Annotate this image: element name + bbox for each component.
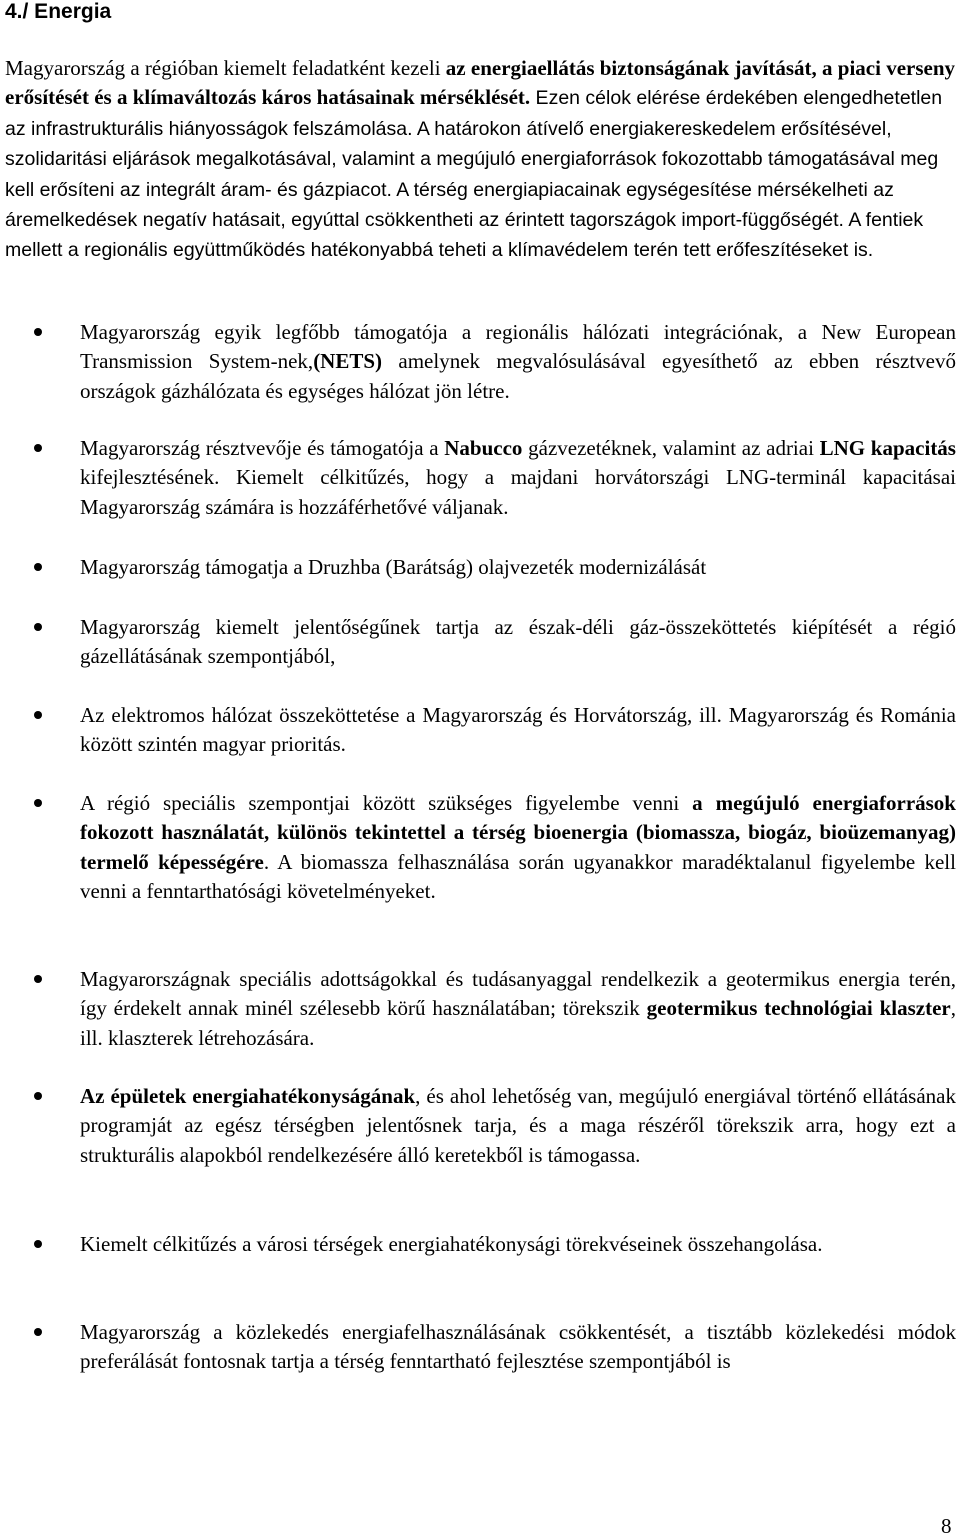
bullet-bold-text: Nabucco xyxy=(444,436,523,460)
intro-text: Magyarország a régióban kiemelt feladatként kezeli xyxy=(5,56,446,80)
bullet-item-nets xyxy=(80,318,956,406)
bullet-bold-text: geotermikus technológiai klaszter xyxy=(646,996,951,1021)
bullet-item-electric-grid xyxy=(80,701,956,760)
bullet-text: Magyarország kiemelt jelentőségűnek tartja az észak-déli gáz-összeköttetés kiépítését a régió gázellátásának szempontjából, xyxy=(80,615,956,669)
bullet-icon xyxy=(34,711,42,719)
bullet-text: Magyarország támogatja a Druzhba (Barátság) olajvezeték modernizálását xyxy=(80,555,707,579)
page-number: 8 xyxy=(941,1514,952,1538)
bullet-text: amelynek megvalósulásával egyesíthető az ebben résztvevő országok gázhálózata és egységes hálózat jön létre. xyxy=(80,349,956,403)
intro-paragraph xyxy=(5,54,955,266)
bullet-item-renewables xyxy=(80,789,956,907)
bullet-bold-text: a megújuló energiaforrások fokozott használatát, különös tekintettel a térség bioenergia (biomassza, biogáz, bioüzemanyag) termelő képességére xyxy=(80,791,956,874)
section-heading: 4./ Energia xyxy=(5,0,112,23)
intro-text-continued: Ezen célok elérése érdekében elengedhetetlen az infrastrukturális hiányosságok felszámolása. A határokon átívelő energiakereskedelem erősítésével, szolidaritási eljárások megalkotásával, valamint a megújuló energiaforrások fokozottabb támogatásával meg kell erősíteni az integrált áram- és gázpiacot. A térség energiapiacainak egységesítése mérsékelheti az áremelkedések negatív hatásait, egyúttal csökkentheti az érintett tagországok import-függőségét. A fentiek mellett a regionális együttműködés hatékonyabbá teheti a klímavédelem terén tett erőfeszítéseket is. xyxy=(5,87,943,262)
bullet-text: Magyarországnak speciális adottságokkal és tudásanyaggal rendelkezik a geotermikus energia terén, így érdekelt annak minél szélesebb körű használatában; törekszik xyxy=(80,967,956,1021)
intro-bold-text: az energiaellátás biztonságának javítását, a piaci verseny erősítését és a klímaváltozás káros hatásainak mérséklését. xyxy=(5,56,956,110)
bullet-text: Az elektromos hálózat összeköttetése a Magyarország és Horvátország, ill. Magyarország és Románia között szintén magyar prioritás. xyxy=(80,703,956,757)
bullet-icon xyxy=(34,975,42,983)
bullet-text: gázvezetéknek, valamint az adriai xyxy=(522,436,820,460)
bullet-icon xyxy=(34,799,42,807)
bullet-text: Magyarország résztvevője és támogatója a xyxy=(80,436,445,460)
bullet-item-urban xyxy=(80,1230,956,1259)
bullet-item-buildings xyxy=(80,1082,956,1170)
bullet-item-druzhba xyxy=(80,553,956,582)
bullet-item-transport xyxy=(80,1318,956,1377)
bullet-item-gas-link xyxy=(80,613,956,672)
bullet-text: kifejlesztésének. Kiemelt célkitűzés, hogy a majdani horvátországi LNG-terminál kapacitásai Magyarország számára is hozzáférhetővé váljanak. xyxy=(80,465,956,519)
bullet-icon xyxy=(34,444,42,452)
bullet-item-nabucco xyxy=(80,434,956,522)
bullet-icon xyxy=(34,328,42,336)
bullet-bold-text: (NETS) xyxy=(313,349,383,374)
bullet-text: Magyarország a közlekedés energiafelhasználásának csökkentését, a tisztább közlekedési módok preferálását fontosnak tartja a térség fenntartható fejlesztése szempontjából is xyxy=(80,1320,956,1374)
bullet-icon xyxy=(34,1092,42,1100)
bullet-bold-text: Az épületek energiahatékonyságának xyxy=(80,1084,416,1108)
bullet-item-geothermal xyxy=(80,965,956,1053)
bullet-icon xyxy=(34,1240,42,1248)
bullet-icon xyxy=(34,563,42,571)
bullet-text: A régió speciális szempontjai között szükséges figyelembe venni xyxy=(80,791,693,815)
bullet-text: Magyarország egyik legfőbb támogatója a regionális hálózati integrációnak, a New European Transmission System-nek, xyxy=(80,320,956,374)
bullet-bold-text: LNG kapacitás xyxy=(819,436,956,460)
bullet-icon xyxy=(34,1328,42,1336)
bullet-icon xyxy=(34,623,42,631)
bullet-text: , és ahol lehetőség van, megújuló energiával történő ellátásának programját az egész térségben jelentősnek tarja, és a maga részéről törekszik arra, hogy ezt a strukturális alapokból rendelkezésére álló keretekből is támogassa. xyxy=(80,1084,956,1167)
bullet-text: . A biomassza felhasználása során ugyanakkor maradéktalanul figyelembe kell venni a fenntarthatósági követelményeket. xyxy=(80,849,956,904)
bullet-text: Kiemelt célkitűzés a városi térségek energiahatékonysági törekvéseinek összehangolása. xyxy=(80,1232,823,1256)
bullet-text: , ill. klaszterek létrehozására. xyxy=(80,996,956,1050)
